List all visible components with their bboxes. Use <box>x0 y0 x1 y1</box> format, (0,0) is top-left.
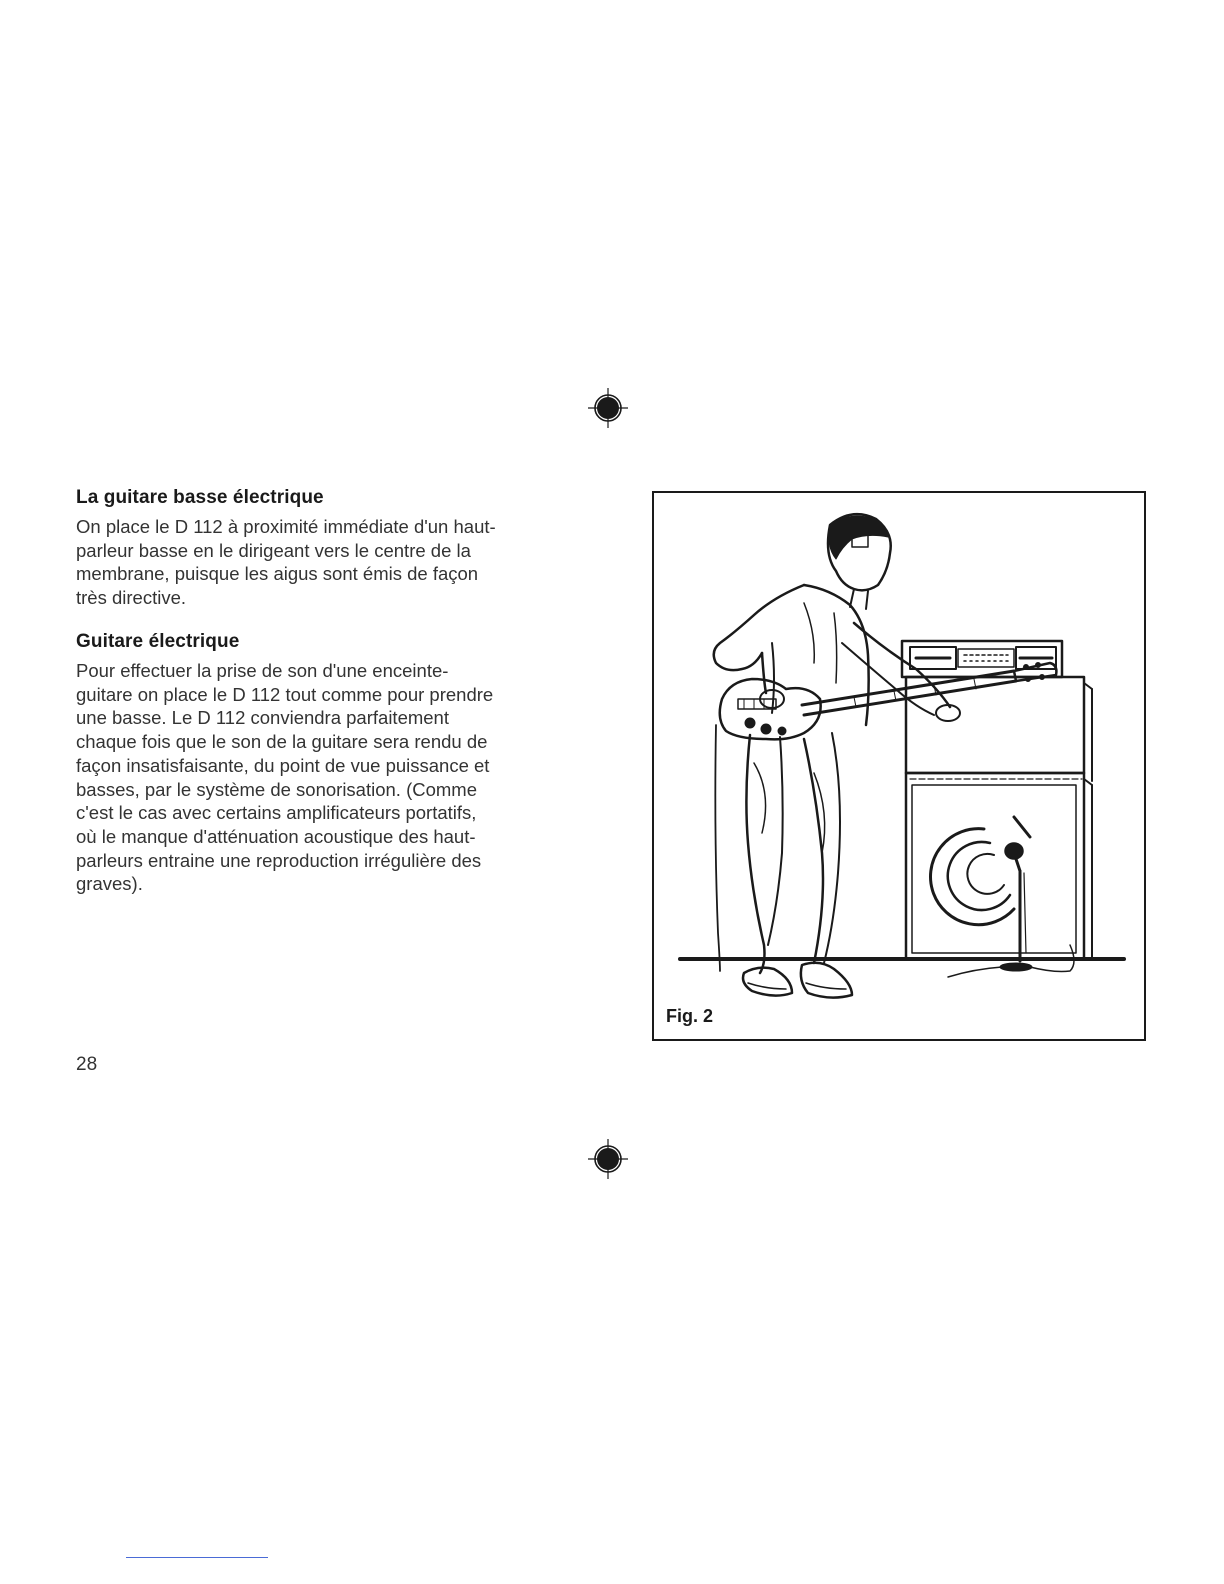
section-heading-electric-guitar: Guitare électrique <box>76 631 240 652</box>
section-body-electric-guitar <box>76 659 596 896</box>
bass-guitar <box>720 663 1057 740</box>
body-line: chaque fois que le son de la guitare sera rendu de <box>76 731 488 753</box>
body-line: très directive. <box>76 587 187 609</box>
speaker-cabinet <box>906 773 1092 959</box>
upper-cabinet <box>906 677 1092 781</box>
bass-player-figure <box>714 514 960 997</box>
registration-mark-bottom-icon <box>588 1139 628 1179</box>
body-line: graves). <box>76 873 143 895</box>
amp-head <box>902 641 1062 677</box>
section-heading-bass-guitar: La guitare basse électrique <box>76 487 324 508</box>
bass-player-illustration <box>654 493 1144 1039</box>
body-line: une basse. Le D 112 conviendra parfaitement <box>76 707 449 729</box>
registration-mark-top-icon <box>588 388 628 428</box>
body-line: On place le D 112 à proximité immédiate d'un haut- <box>76 516 496 537</box>
section-electric-guitar <box>76 631 596 896</box>
figure-2 <box>652 491 1146 1041</box>
body-line: guitare on place le D 112 tout comme pour prendre <box>76 683 494 705</box>
body-line: Pour effectuer la prise de son d'une enceinte- <box>76 660 449 681</box>
page-number: 28 <box>76 1054 98 1075</box>
figure-caption: Fig. 2 <box>666 1006 714 1026</box>
body-line: basses, par le système de sonorisation. (Comme <box>76 778 478 800</box>
section-bass-guitar <box>76 487 596 610</box>
guitar-cable <box>715 725 720 971</box>
body-line: façon insatisfaisante, du point de vue puissance et <box>76 754 490 776</box>
body-line: parleur basse en le dirigeant vers le centre de la <box>76 539 471 561</box>
speaker-cone <box>931 817 1030 925</box>
body-line: membrane, puisque les aigus sont émis de façon <box>76 563 479 585</box>
body-line: où le manque d'atténuation acoustique des haut- <box>76 825 476 847</box>
body-line: c'est le cas avec certains amplificateurs portatifs, <box>76 802 477 824</box>
body-line: parleurs entraine une reproduction irrégulière des <box>76 849 482 871</box>
footer-rule <box>126 1557 268 1558</box>
section-body-bass-guitar <box>76 515 596 610</box>
